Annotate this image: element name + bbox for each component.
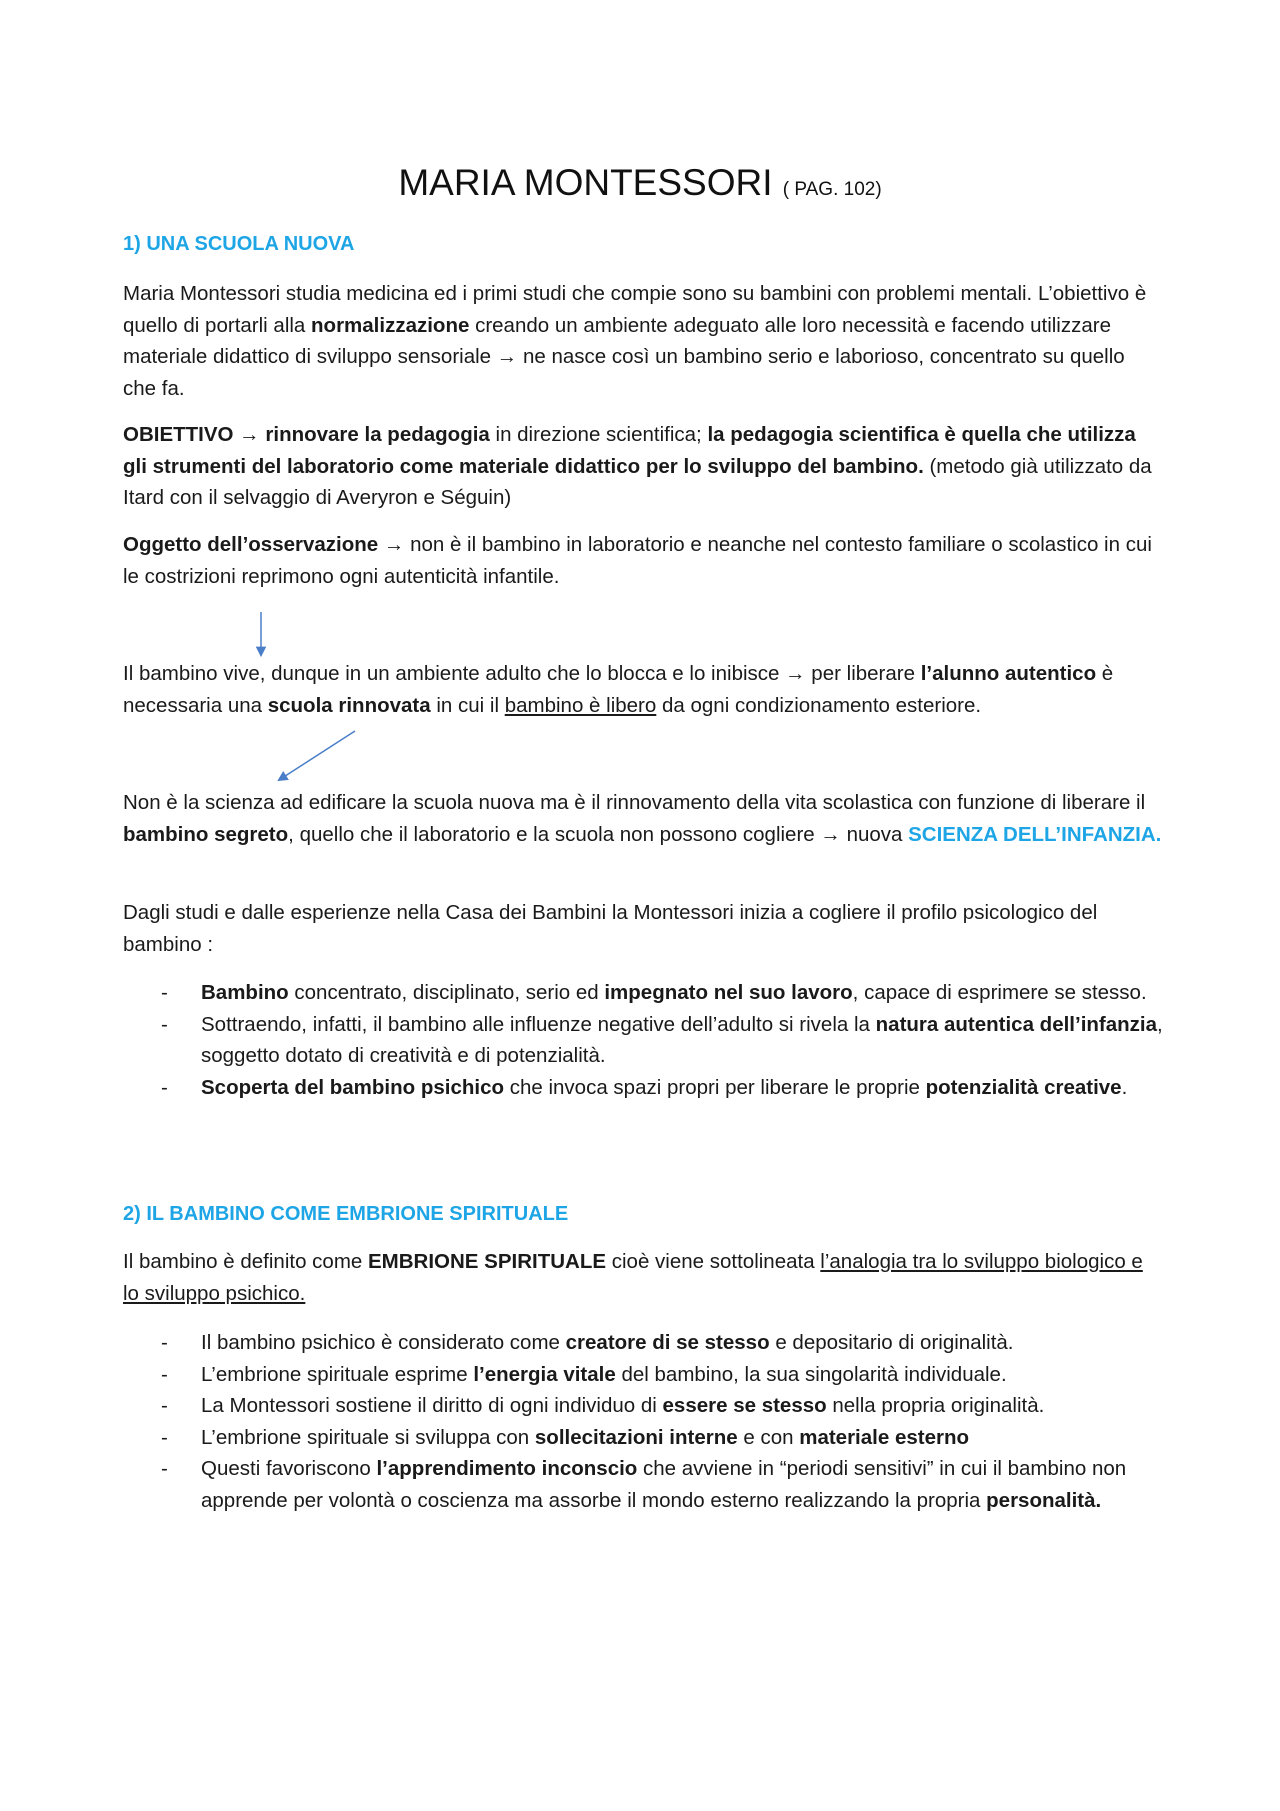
section-2-paragraph-1: Il bambino è definito come EMBRIONE SPIRITUALE cioè viene sottolineata l’analogia tra lo sviluppo biologico e lo sviluppo psichico. <box>123 1250 1143 1305</box>
section-2-heading: 2) IL BAMBINO COME EMBRIONE SPIRITUALE <box>123 1203 569 1225</box>
list-item: - La Montessori sostiene il diritto di ogni individuo di essere se stesso nella propria originalità. <box>161 1394 1045 1417</box>
section-1-paragraph-6: Dagli studi e dalle esperienze nella Casa dei Bambini la Montessori inizia a cogliere il profilo psicologico del bambino : <box>123 901 1098 956</box>
list-item: - Sottraendo, infatti, il bambino alle influenze negative dell’adulto si rivela la natura autentica dell’infanzia, soggetto dotato di creatività e di potenzialità. <box>161 1012 1163 1067</box>
section-1-paragraph-2: OBIETTIVO → rinnovare la pedagogia in direzione scientifica; la pedagogia scientifica è quella che utilizza gli strumenti del laboratorio come materiale didattico per lo sviluppo del bambino. (metodo già utilizzato da Itard con il selvaggio di Averyron e Séguin) <box>123 423 1152 509</box>
list-item: - L’embrione spirituale si sviluppa con sollecitazioni interne e con materiale esterno <box>161 1425 969 1449</box>
section-1-paragraph-4: Il bambino vive, dunque in un ambiente adulto che lo blocca e lo inibisce → per liberare l’alunno autentico è necessaria una scuola rinnovata in cui il bambino è libero da ogni condizionamento esteriore. <box>123 662 1114 717</box>
list-item: - L’embrione spirituale esprime l’energia vitale del bambino, la sua singolarità individuale. <box>161 1362 1007 1386</box>
title-main: MARIA MONTESSORI <box>398 162 773 203</box>
section-1-paragraph-5: Non è la scienza ad edificare la scuola nuova ma è il rinnovamento della vita scolastica con funzione di liberare il bambino segreto, quello che il laboratorio e la scuola non possono cogliere → nuova SCIENZA DELL’INFANZIA. <box>123 791 1162 846</box>
list-item: - Bambino concentrato, disciplinato, serio ed impegnato nel suo lavoro, capace di esprimere se stesso. <box>161 981 1147 1004</box>
section-1-paragraph-3: Oggetto dell’osservazione → non è il bambino in laboratorio e neanche nel contesto familiare o scolastico in cui le costrizioni reprimono ogni autenticità infantile. <box>123 533 1152 588</box>
section-1-heading: 1) UNA SCUOLA NUOVA <box>123 233 355 255</box>
list-item: - Scoperta del bambino psichico che invoca spazi propri per liberare le proprie potenzialità creative. <box>161 1075 1128 1099</box>
title-page-ref: ( PAG. 102) <box>782 179 882 200</box>
diagonal-arrow-icon <box>279 731 355 780</box>
list-item: - Questi favoriscono l’apprendimento inconscio che avviene in “periodi sensitivi” in cui il bambino non apprende per volontà o coscienza ma assorbe il mondo esterno realizzando la propria personalità. <box>161 1457 1127 1512</box>
section-1-paragraph-1: Maria Montessori studia medicina ed i primi studi che compie sono su bambini con problemi mentali. L’obiettivo è quello di portarli alla normalizzazione creando un ambiente adeguato alle loro necessità e facendo utilizzare materiale didattico di sviluppo sensoriale → ne nasce così un bambino serio e laborioso, concentrato su quello che fa. <box>123 282 1147 400</box>
list-item: - Il bambino psichico è considerato come creatore di se stesso e depositario di originalità. <box>161 1331 1014 1354</box>
